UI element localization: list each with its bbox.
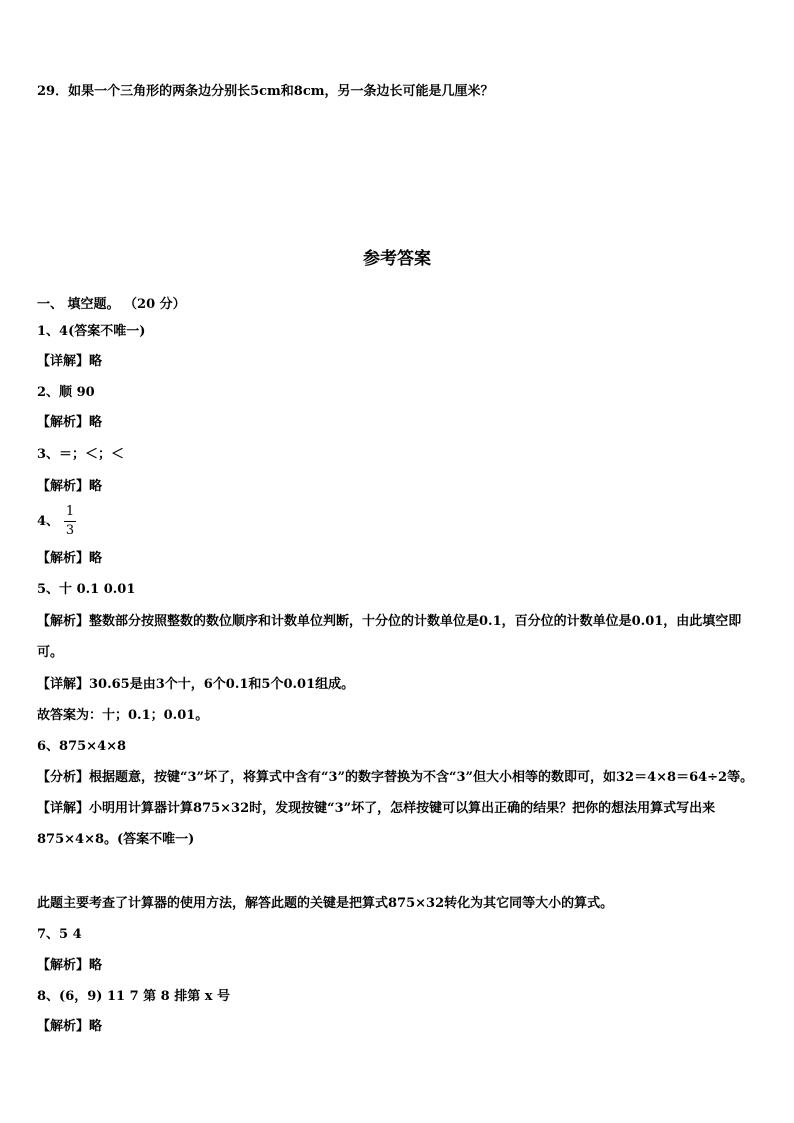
answer-7-analysis: 【解析】略 xyxy=(37,958,103,973)
section-header: 一、 填空题。 （20 分） xyxy=(37,297,186,312)
answer-6-analysis: 【分析】根据题意，按键“3”坏了，将算式中含有“3”的数字替换为不含“3”但大小相等的数即可，如32＝4×8＝64÷2等。 xyxy=(37,770,754,785)
answer-4-label: 4、 xyxy=(37,514,60,529)
answer-4-analysis: 【解析】略 xyxy=(37,551,103,566)
answer-7: 7、5 4 xyxy=(37,927,82,942)
answer-5-answer: 故答案为：十；0.1；0.01。 xyxy=(37,708,209,723)
answer-3-analysis: 【解析】略 xyxy=(37,479,103,494)
answer-5-analysis: 【解析】整数部分按照整数的数位顺序和计数单位判断，十分位的计数单位是0.1，百分位的计数单位是0.01，由此填空即可。 xyxy=(37,614,742,660)
answer-4-fraction xyxy=(64,504,76,539)
answer-8-analysis: 【解析】略 xyxy=(37,1019,103,1034)
answer-3: 3、＝；＜；＜ xyxy=(37,447,125,462)
answer-1-detail: 【详解】略 xyxy=(37,354,103,369)
answer-2: 2、顺 90 xyxy=(37,385,95,400)
fraction-denominator: 3 xyxy=(65,523,75,538)
answer-5-detail: 【详解】30.65是由3个十，6个0.1和5个0.01组成。 xyxy=(37,677,355,692)
fraction-numerator: 1 xyxy=(65,504,75,519)
answer-2-analysis: 【解析】略 xyxy=(37,415,103,430)
answer-8: 8、(6，9) 11 7 第 8 排第 x 号 xyxy=(37,989,231,1004)
answer-1: 1、4(答案不唯一) xyxy=(37,324,146,339)
fraction-bar xyxy=(64,521,76,522)
question-29: 29．如果一个三角形的两条边分别长5cm和8cm，另一条边长可能是几厘米？ xyxy=(37,84,494,99)
answer-6-detail: 【详解】小明用计算器计算875×32时，发现按键“3”坏了，怎样按键可以算出正确的结果？把你的想法用算式写出来875×4×8。(答案不唯一) xyxy=(37,801,716,847)
answer-6-summary: 此题主要考查了计算器的使用方法，解答此题的关键是把算式875×32转化为其它同等大小的算式。 xyxy=(37,896,614,911)
answer-5: 5、十 0.1 0.01 xyxy=(37,582,136,597)
answer-6: 6、875×4×8 xyxy=(37,739,127,754)
answers-title: 参考答案 xyxy=(363,249,431,269)
